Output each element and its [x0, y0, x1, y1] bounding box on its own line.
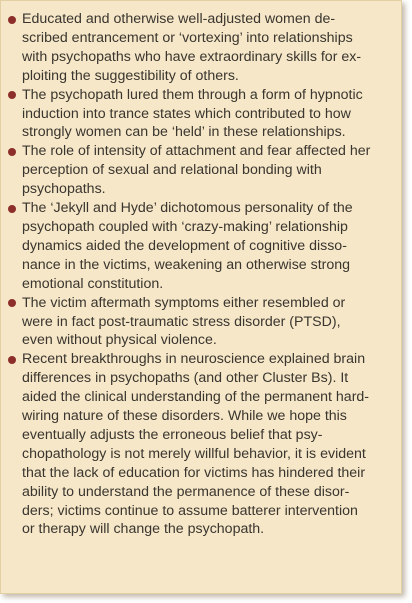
bullet-dot-icon	[8, 91, 16, 99]
bullet-line: emotional constitution.	[22, 275, 164, 292]
bullet-item-6	[7, 350, 391, 539]
bullet-line: aided the clinical understanding of the permanent hard-	[22, 389, 370, 406]
bullet-line: Recent breakthroughs in neuroscience explained brain	[22, 351, 366, 368]
bullet-line: perception of sexual and relational bonding with	[22, 162, 322, 179]
bullet-line: that the lack of education for victims has hindered their	[22, 464, 366, 481]
bullet-line: nance in the victims, weakening an otherwise strong	[22, 256, 351, 273]
bullet-item-1	[7, 10, 391, 86]
bullet-line: dynamics aided the development of cognitive disso-	[22, 237, 347, 254]
bullet-line: chopathology is not merely willful behavior, it is evident	[22, 445, 366, 462]
bullet-line: with psychopaths who have extraordinary skills for ex-	[22, 48, 362, 65]
bullet-line: The victim aftermath symptoms either resembled or	[22, 294, 346, 311]
bullet-line: psychopath coupled with ‘crazy-making’ relationship	[22, 218, 348, 235]
bullet-line: induction into trance states which contributed to how	[22, 105, 351, 122]
bullet-item-2	[7, 86, 391, 143]
bullet-line: wiring nature of these disorders. While we hope this	[22, 408, 347, 425]
bullet-line: psychopaths.	[22, 181, 106, 198]
bullet-line: differences in psychopaths (and other Cluster Bs). It	[22, 370, 349, 387]
bullet-line: ders; victims continue to assume batterer intervention	[22, 502, 358, 519]
bullet-line: were in fact post-traumatic stress disorder (PTSD),	[22, 313, 341, 330]
bullet-list	[7, 10, 391, 539]
bullet-item-5	[7, 294, 391, 351]
bullet-line: The role of intensity of attachment and fear affected her	[22, 143, 371, 160]
bullet-line: or therapy will change the psychopath.	[22, 521, 265, 538]
bullet-line: The psychopath lured them through a form of hypnotic	[22, 86, 363, 103]
bullet-line: ability to understand the permanence of these disor-	[22, 483, 350, 500]
bullet-line: eventually adjusts the erroneous belief that psy-	[22, 426, 323, 443]
bullet-line: ploiting the suggestibility of others.	[22, 67, 239, 84]
bullet-line: Educated and otherwise well-adjusted women de-	[22, 11, 336, 27]
bullet-item-4	[7, 199, 391, 294]
bullet-line: The ‘Jekyll and Hyde’ dichotomous personality of the	[22, 200, 353, 217]
bullet-dot-icon	[8, 148, 16, 156]
bullet-dot-icon	[8, 299, 16, 307]
bullet-line: even without physical violence.	[22, 332, 217, 349]
bullet-item-3	[7, 142, 391, 199]
bullet-dot-icon	[8, 356, 16, 364]
bullet-line: strongly women can be ‘held’ in these relationships.	[22, 124, 346, 141]
bullet-dot-icon	[8, 205, 16, 213]
bullet-dot-icon	[8, 16, 16, 24]
bullet-line: scribed entrancement or ‘vortexing’ into relationships	[22, 29, 353, 46]
